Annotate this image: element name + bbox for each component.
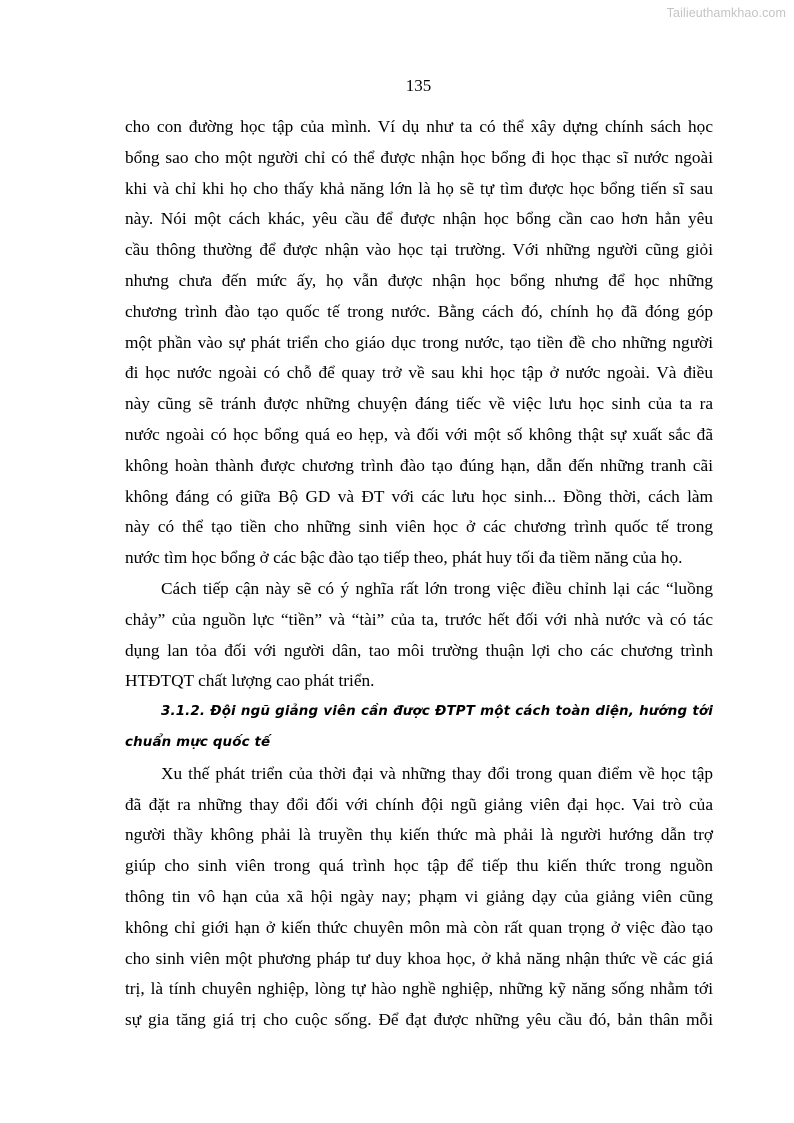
- text-line: này. Nói một cách khác, yêu cầu để được nhận học bổng cần cao hơn hẳn yêu: [125, 209, 713, 229]
- paragraph-3: [125, 759, 713, 1036]
- text-line: dụng lan tỏa đối với người dân, tao môi trường thuận lợi cho các chương trình: [125, 640, 713, 660]
- text-line: giúp cho sinh viên trong quá trình học tập để tiếp thu kiến thức trong nguồn: [125, 856, 713, 876]
- text-line: Xu thế phát triển của thời đại và những thay đổi trong quan điểm về học tập: [161, 763, 713, 783]
- text-line: này cũng sẽ tránh được những chuyện đáng tiếc về việc lưu học sinh của ta ra: [125, 394, 713, 414]
- text-line: này có thể tạo tiền cho những sinh viên học ở các chương trình quốc tế trong: [125, 517, 713, 537]
- heading-line: 3.1.2. Đội ngũ giảng viên cần được ĐTPT một cách toàn diện, hướng tới: [161, 704, 713, 720]
- text-line: đã đặt ra những thay đổi đối với chính đội ngũ giảng viên đại học. Vai trò của: [125, 794, 713, 814]
- heading-line: chuẩn mực quốc tế: [125, 734, 271, 750]
- text-line: Cách tiếp cận này sẽ có ý nghĩa rất lớn trong việc điều chỉnh lại các “luồng: [161, 578, 713, 598]
- text-line: bổng sao cho một người chỉ có thể được nhận học bổng đi học thạc sĩ nước ngoài: [125, 147, 713, 167]
- text-line: một phần vào sự phát triển cho giáo dục trong nước, tạo tiền đề cho những người: [125, 332, 713, 352]
- paragraph-2: [125, 574, 713, 697]
- text-line: nhưng chưa đến mức ấy, họ vẫn được nhận học bổng nhưng để học những: [125, 270, 713, 290]
- text-line: cho con đường học tập của mình. Ví dụ như ta có thể xây dựng chính sách học: [125, 117, 713, 136]
- text-line: sự gia tăng giá trị cho cuộc sống. Để đạt được những yêu cầu đó, bản thân mỗi: [125, 1010, 713, 1030]
- document-body: [125, 112, 713, 1036]
- text-line: không đáng có giữa Bộ GD và ĐT với các lưu học sinh... Đồng thời, cách làm: [125, 486, 713, 506]
- paragraph-1: [125, 112, 713, 574]
- text-line: cho sinh viên một phương pháp tư duy khoa học, ở khả năng nhận thức về các giá: [125, 948, 713, 968]
- text-line: người thầy không phải là truyền thụ kiến thức mà phải là người hướng dẫn trợ: [125, 825, 713, 845]
- watermark: Tailieuthamkhao.com: [666, 6, 786, 20]
- text-line: khi và chỉ khi họ cho thấy khả năng lớn là họ sẽ tự tìm được học bổng tiến sĩ sau: [125, 178, 713, 198]
- text-line: thông tin vô hạn của xã hội ngày nay; phạm vi giảng dạy của giảng viên cũng: [125, 886, 713, 906]
- text-line: trị, là tính chuyên nghiệp, lòng tự hào nghề nghiệp, những kỹ năng sống nhằm tới: [125, 979, 713, 999]
- text-line: đi học nước ngoài có chỗ để quay trở về sau khi học tập ở nước ngoài. Và điều: [125, 363, 713, 383]
- page-number: 135: [405, 76, 432, 95]
- text-line: chảy” của nguồn lực “tiền” và “tài” của ta, trước hết đối với nhà nước và có tác: [125, 609, 713, 629]
- text-line: cầu thông thường để được nhận vào học tại trường. Với những người cũng giỏi: [125, 240, 713, 260]
- text-line: HTĐTQT chất lượng cao phát triển.: [125, 671, 375, 691]
- text-line: chương trình đào tạo quốc tế trong nước. Bằng cách đó, chính họ đã đóng góp: [125, 301, 713, 321]
- text-line: không chỉ giới hạn ở kiến thức chuyên môn mà còn rất quan trọng ở việc đào tạo: [125, 917, 713, 937]
- text-line: không hoàn thành được chương trình đào tạo đúng hạn, dẫn đến những tranh cãi: [125, 455, 713, 475]
- text-line: nước tìm học bổng ở các bậc đào tạo tiếp theo, phát huy tối đa tiềm năng của họ.: [125, 548, 683, 568]
- text-line: nước ngoài có học bổng quá eo hẹp, và đối với một số không thật sự xuất sắc đã: [125, 424, 713, 444]
- section-heading: [125, 697, 713, 759]
